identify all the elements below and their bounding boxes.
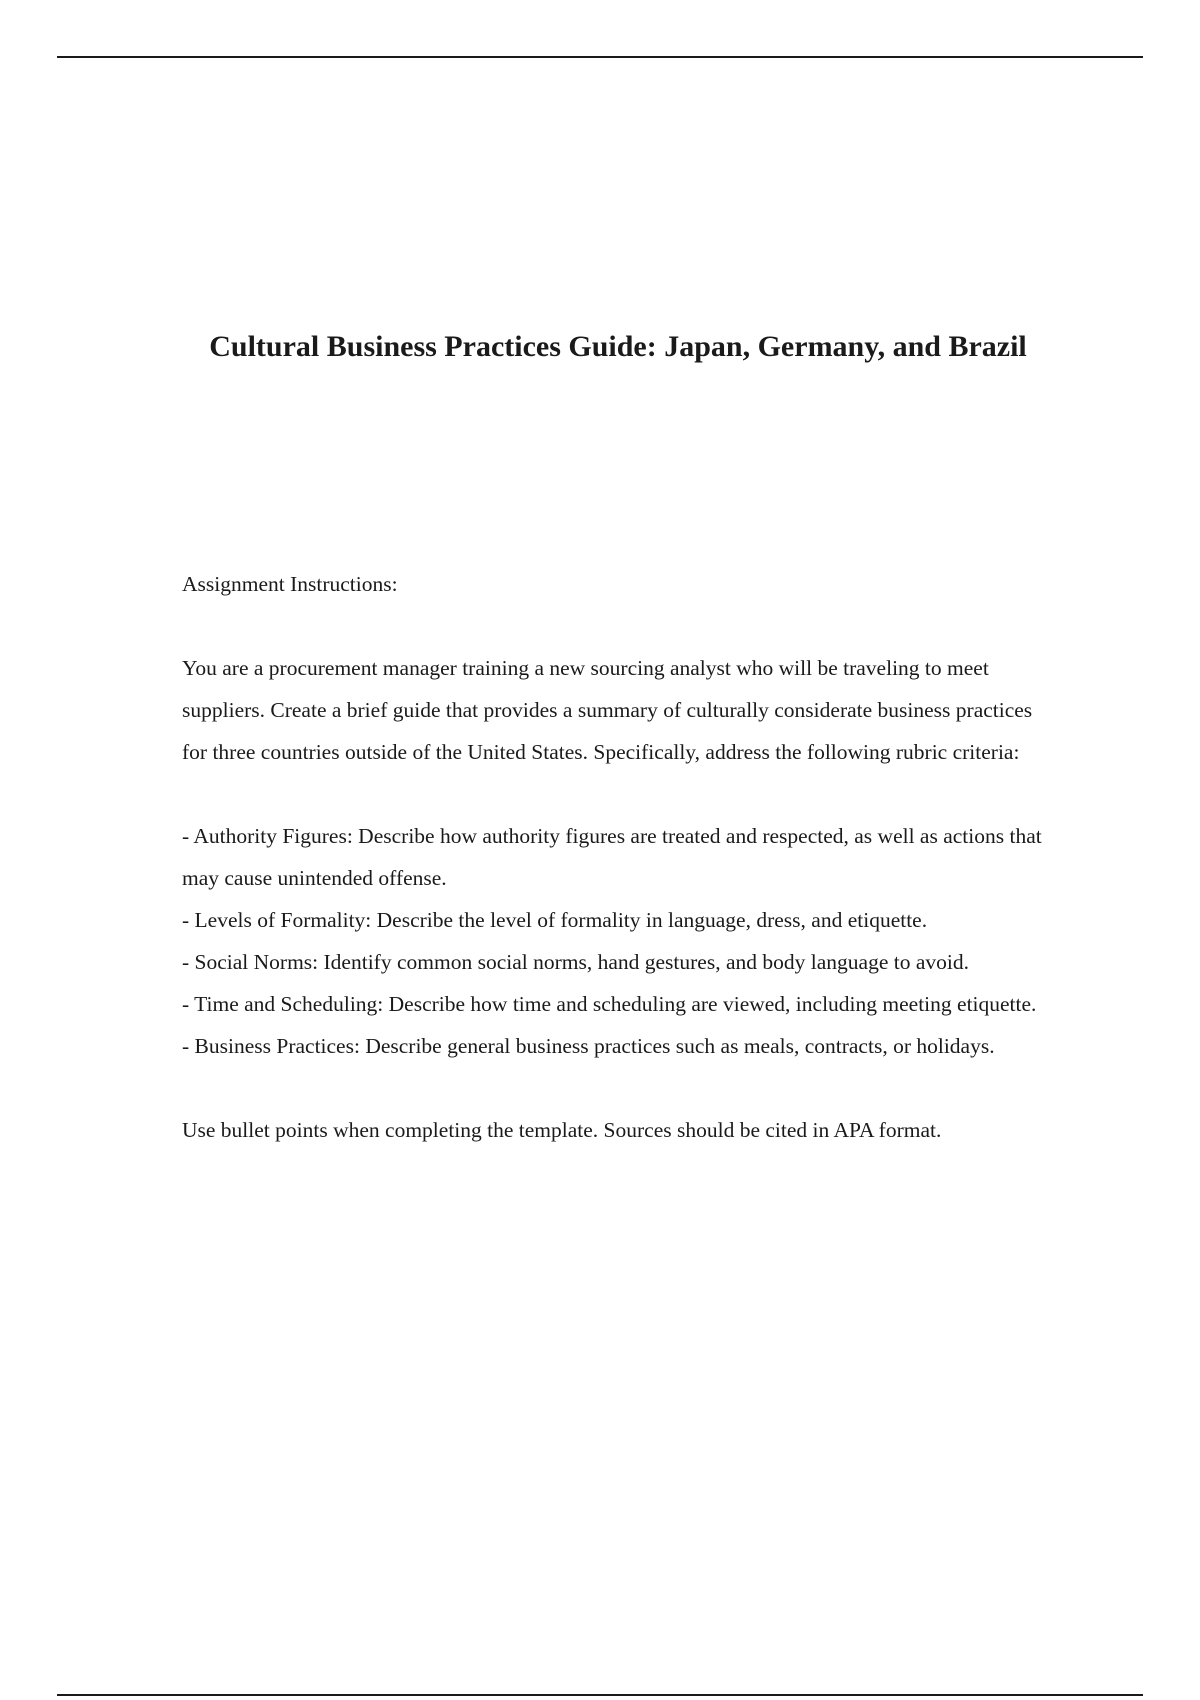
closing-paragraph: Use bullet points when completing the template. Sources should be cited in APA format.	[182, 1118, 942, 1142]
header-rule	[57, 56, 1143, 58]
criteria-item-authority: - Authority Figures: Describe how authority figures are treated and respected, as well as actions that may cause unintended offense.	[182, 824, 1042, 890]
criteria-item-social-norms: - Social Norms: Identify common social norms, hand gestures, and body language to avoid.	[182, 950, 969, 974]
criteria-item-business: - Business Practices: Describe general business practices such as meals, contracts, or holidays.	[182, 1034, 995, 1058]
document-title: Cultural Business Practices Guide: Japan, Germany, and Brazil	[209, 330, 1027, 363]
footer-rule	[57, 1694, 1143, 1696]
criteria-item-time: - Time and Scheduling: Describe how time and scheduling are viewed, including meeting etiquette.	[182, 992, 1037, 1016]
instructions-heading: Assignment Instructions:	[182, 572, 398, 596]
criteria-item-formality: - Levels of Formality: Describe the level of formality in language, dress, and etiquette.	[182, 908, 928, 932]
criteria-list	[182, 815, 1062, 1067]
document-body	[182, 563, 1062, 1151]
paragraph-gap	[182, 1067, 1062, 1109]
paragraph-gap	[182, 773, 1062, 815]
intro-paragraph: You are a procurement manager training a new sourcing analyst who will be traveling to meet suppliers. Create a brief guide that provides a summary of culturally considerate business practices for three countries outside of the United States. Specifically, address the following rubric criteria:	[182, 656, 1033, 764]
paragraph-gap	[182, 605, 1062, 647]
